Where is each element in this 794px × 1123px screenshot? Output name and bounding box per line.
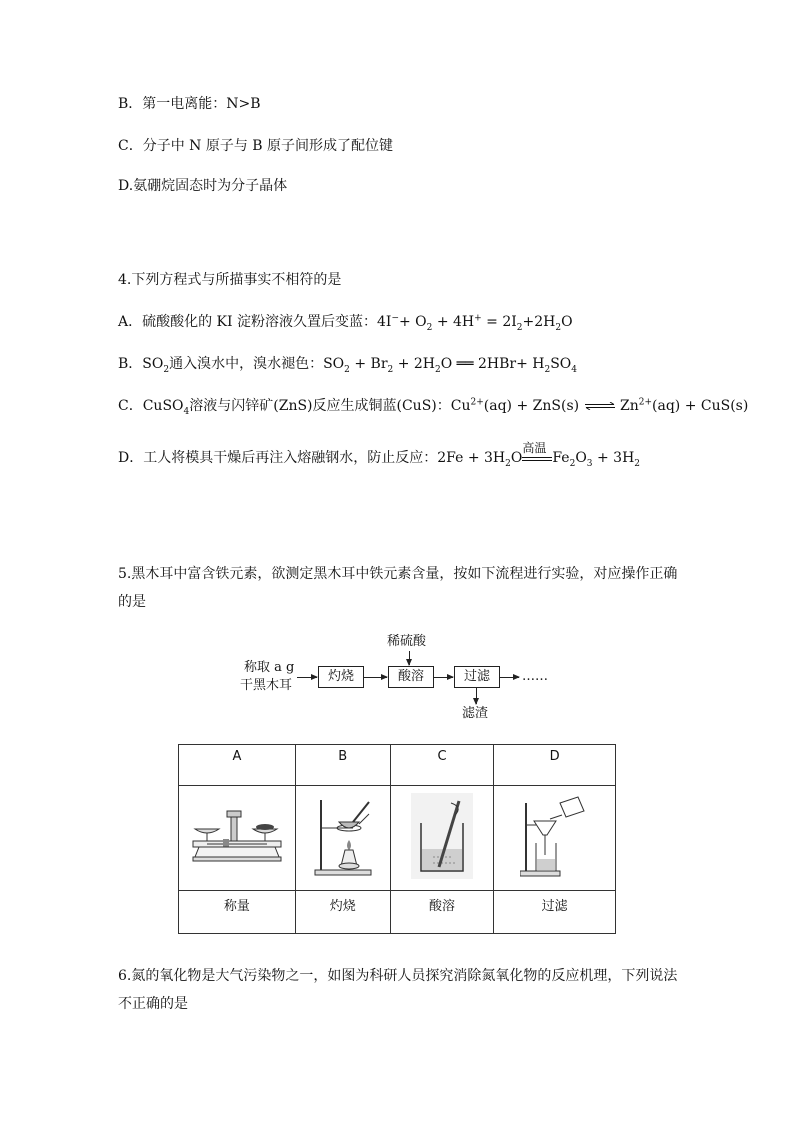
header-d: D [494, 745, 616, 786]
flow-residue: 滤渣 [462, 706, 489, 721]
burner-stand-icon [313, 794, 373, 878]
q3-option-b: B．第一电离能：N>B [118, 96, 261, 112]
flow-arrow-2 [363, 677, 387, 678]
equilibrium-arrow-icon [584, 402, 616, 410]
flow-reagent: 稀硫酸 [387, 634, 427, 649]
dissolving-illustration [390, 786, 494, 891]
q4-option-a-text: A．硫酸酸化的 KI 淀粉溶液久置后变蓝： [118, 314, 377, 330]
q5-stem-line2: 的是 [118, 594, 146, 610]
q4-option-d [118, 441, 641, 469]
label-burning: 灼烧 [295, 891, 390, 934]
reaction-condition [522, 441, 552, 468]
flow-arrow-4 [499, 677, 519, 678]
q6-stem-line2: 不正确的是 [118, 996, 188, 1012]
label-weighing: 称量 [179, 891, 296, 934]
flow-arrow-3 [433, 677, 453, 678]
flow-step-filter: 过滤 [454, 666, 500, 688]
q3-option-c: C．分子中 N 原子与 B 原子间形成了配位键 [118, 138, 394, 154]
label-dissolving: 酸溶 [390, 891, 494, 934]
q4-option-c: C．CuSO$_4$溶液与闪锌矿(ZnS)反应生成铜蓝(CuS)：$Cu^{2+}(aq) + ZnS(s)$ $Zn^{2+}(aq) + CuS(s)$ [118, 397, 749, 417]
burning-illustration [295, 786, 390, 891]
header-b: B [295, 745, 390, 786]
flow-arrow-1 [297, 677, 317, 678]
q4-option-b: B．$SO_2$通入溴水中，溴水褪色：$SO_2 + Br_2 + 2H_2O$ ══ $2HBr+ H_2SO_4$ [118, 356, 578, 375]
header-c: C [390, 745, 494, 786]
q4-option-a-equation: $4I^-+ O_2 + 4H^+ = 2I_2+2H_2O$ [377, 313, 573, 333]
filtering-illustration [494, 786, 616, 891]
flow-reagent-arrow [409, 651, 410, 665]
beaker-stir-icon [411, 793, 473, 879]
condition-high-temp: 高温 [522, 441, 547, 455]
q6-stem-line1: 6.氮的氧化物是大气污染物之一，如图为科研人员探究消除氮氧化物的反应机理，下列说法 [118, 968, 678, 984]
filter-funnel-icon [520, 793, 590, 879]
q4-option-a [118, 312, 573, 332]
balance-illustration [179, 786, 296, 891]
q4-option-b-text: 通入溴水中，溴水褪色： [169, 356, 324, 372]
flow-start-line2: 干黑木耳 [240, 678, 293, 693]
q4-option-b-equation: $SO_2 + Br_2 + 2H_2O$ ══ $2HBr+ H_2SO_4$ [323, 356, 578, 375]
flow-step-burn: 灼烧 [318, 666, 364, 688]
label-filtering: 过滤 [494, 891, 616, 934]
table-label-row [179, 891, 616, 934]
q4-option-c-prefix: C．CuSO [118, 398, 184, 414]
q5-options-table [178, 744, 616, 934]
q4-option-c-text: 溶液与闪锌矿(ZnS)反应生成铜蓝(CuS)： [189, 398, 451, 414]
balance-icon [187, 801, 287, 871]
q3-option-d: D.氨硼烷固态时为分子晶体 [118, 178, 288, 194]
q4-option-d-equation: $2Fe + 3H_2O$ 高温 $Fe_2O_3 + 3H_2$ [437, 450, 640, 466]
table-picture-row [179, 786, 616, 891]
q4-option-d-text: D．工人将模具干燥后再注入熔融钢水，防止反应： [118, 450, 438, 466]
flow-step-dissolve: 酸溶 [388, 666, 434, 688]
q4-stem: 4.下列方程式与所描事实不相符的是 [118, 272, 342, 288]
header-a: A [179, 745, 296, 786]
flow-tail: …… [522, 669, 548, 684]
flow-start-line1: 称取 a g [244, 660, 295, 675]
flow-residue-arrow [476, 688, 477, 704]
q4-option-b-prefix: B．SO [118, 356, 164, 372]
q4-option-c-equation: $Cu^{2+}(aq) + ZnS(s)$ $Zn^{2+}(aq) + CuS(s)$ [450, 397, 749, 414]
q5-stem-line1: 5.黑木耳中富含铁元素，欲测定黑木耳中铁元素含量，按如下流程进行实验，对应操作正确 [118, 566, 678, 582]
table-header-row [179, 745, 616, 786]
